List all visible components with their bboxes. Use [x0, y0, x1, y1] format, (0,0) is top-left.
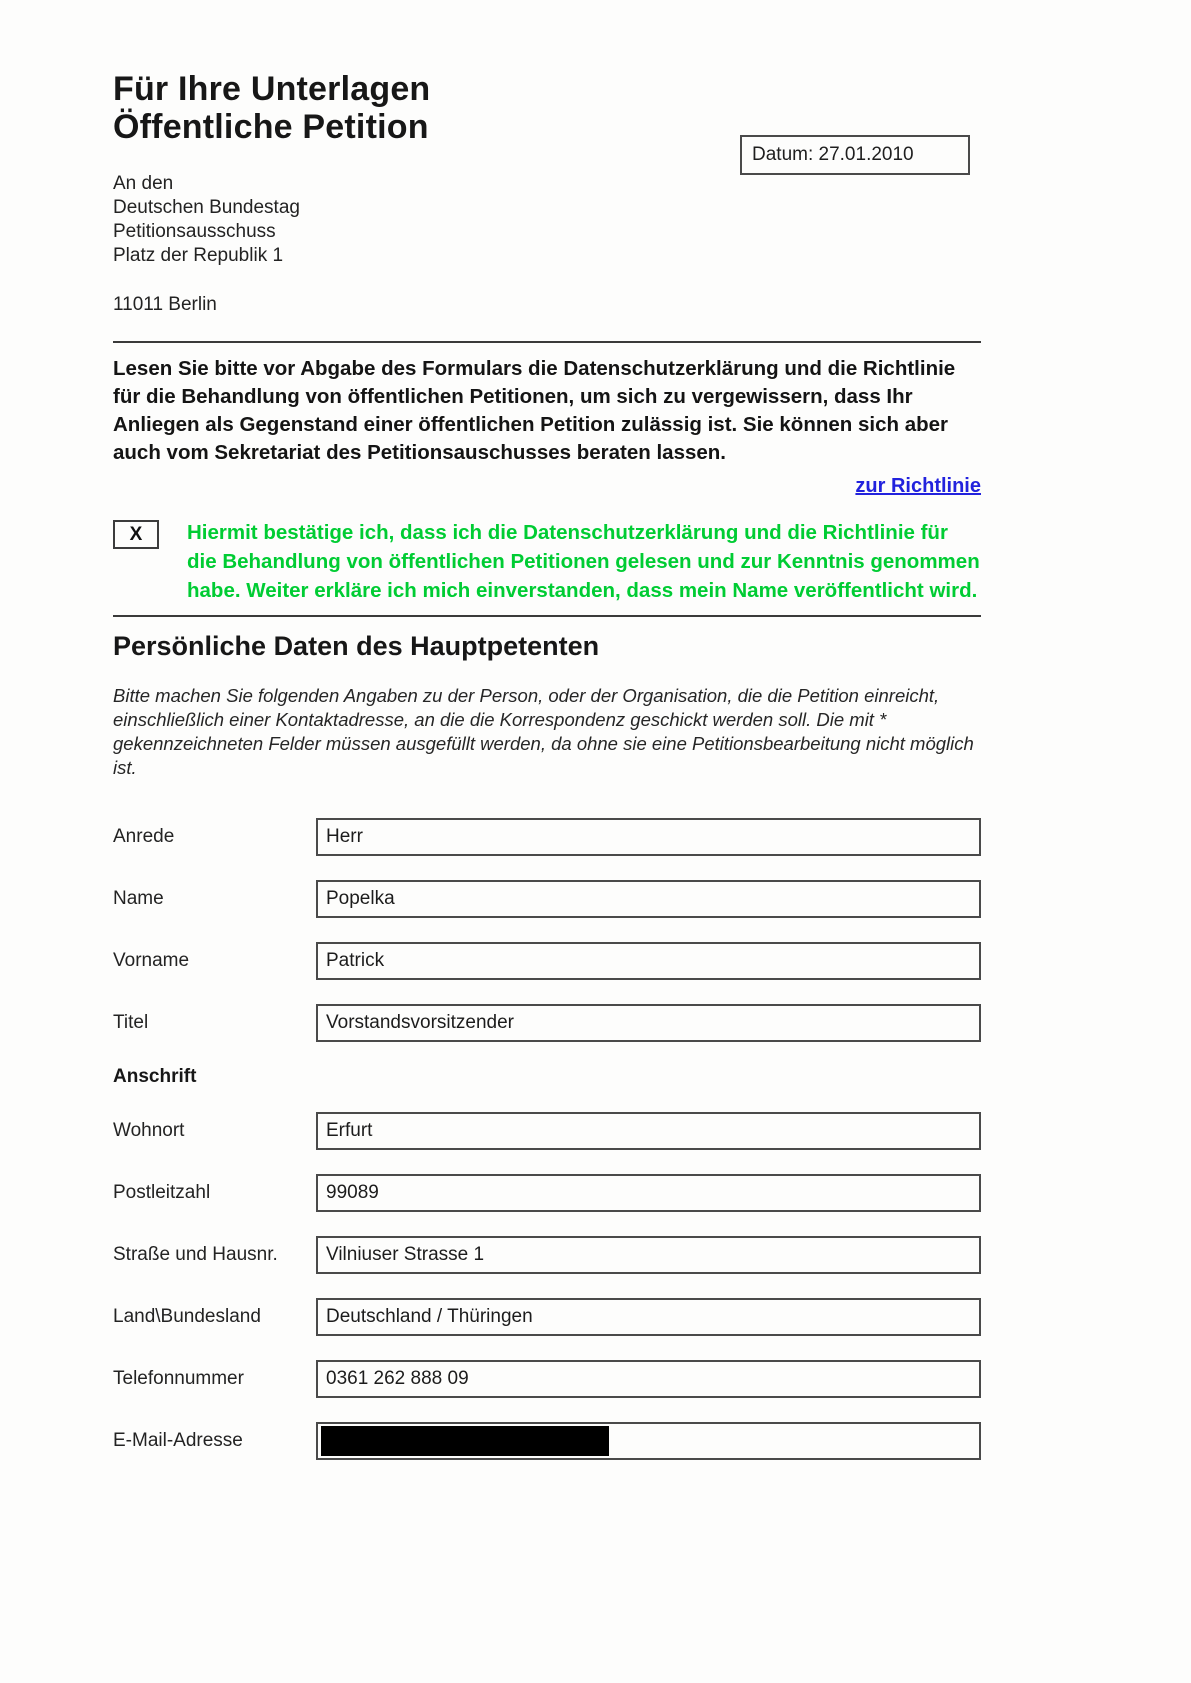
page-title-line1: Für Ihre Unterlagen — [113, 70, 431, 108]
field-value: Vilniuser Strasse 1 — [326, 1244, 485, 1266]
recipient-line: Platz der Republik 1 — [113, 245, 284, 267]
consent-checkbox-mark: X — [129, 523, 143, 545]
recipient-city: 11011 Berlin — [113, 294, 217, 316]
land-input[interactable] — [316, 1298, 981, 1336]
field-row-telefonnummer — [113, 1360, 981, 1398]
field-row-name — [113, 880, 981, 918]
recipient-line: Deutschen Bundestag — [113, 197, 300, 219]
consent-row — [113, 518, 981, 605]
consent-statement: Hiermit bestätige ich, dass ich die Datenschutzerklärung und die Richtlinie für die Behandlung von öffentlichen Petitionen gelesen und zur Kenntnis genommen habe. Weiter erkläre ich mich einverstanden, dass mein Name veröffentlicht wird. — [187, 521, 980, 603]
consent-checkbox[interactable] — [113, 520, 159, 549]
field-label: Titel — [113, 1012, 149, 1034]
divider — [113, 341, 981, 343]
email-input[interactable] — [316, 1422, 981, 1460]
field-row-postleitzahl — [113, 1174, 981, 1212]
field-value: Popelka — [326, 888, 395, 910]
field-label: Postleitzahl — [113, 1182, 211, 1204]
field-row-land — [113, 1298, 981, 1336]
strasse-input[interactable] — [316, 1236, 981, 1274]
field-value: Patrick — [326, 950, 385, 972]
telefonnummer-input[interactable] — [316, 1360, 981, 1398]
link-row — [113, 475, 981, 498]
field-row-titel — [113, 1004, 981, 1042]
privacy-notice-text: Lesen Sie bitte vor Abgabe des Formulars die Datenschutzerklärung und die Richtlinie für die Behandlung von öffentlichen Petitionen, um sich zu vergewissern, dass Ihr Anliegen als Gegenstand einer öffentlichen Petition zulässig ist. Sie können sich aber auch vom Sekretariat des Petitionsauschusses beraten lassen. — [113, 357, 956, 465]
field-row-wohnort — [113, 1112, 981, 1150]
field-row-vorname — [113, 942, 981, 980]
richtlinie-link[interactable]: zur Richtlinie — [855, 475, 981, 498]
redaction-bar — [321, 1426, 609, 1456]
postleitzahl-input[interactable] — [316, 1174, 981, 1212]
petitioner-form — [113, 818, 981, 1460]
date-label: Datum: 27.01.2010 — [752, 144, 914, 165]
recipient-line: Petitionsausschuss — [113, 221, 276, 243]
section-heading: Persönliche Daten des Hauptpetenten — [113, 631, 600, 662]
field-value: Erfurt — [326, 1120, 373, 1142]
vorname-input[interactable] — [316, 942, 981, 980]
field-value: Deutschland / Thüringen — [326, 1306, 533, 1328]
field-value: Vorstandsvorsitzender — [326, 1012, 514, 1034]
anrede-input[interactable] — [316, 818, 981, 856]
recipient-address — [113, 172, 981, 268]
titel-input[interactable] — [316, 1004, 981, 1042]
field-label: Wohnort — [113, 1120, 185, 1142]
wohnort-input[interactable] — [316, 1112, 981, 1150]
field-value: 0361 262 888 09 — [326, 1368, 469, 1390]
field-label: Anrede — [113, 826, 175, 848]
field-label: Telefonnummer — [113, 1368, 244, 1390]
field-label: Vorname — [113, 950, 190, 972]
recipient-line: An den — [113, 173, 174, 195]
field-label: Straße und Hausnr. — [113, 1244, 278, 1266]
field-row-email — [113, 1422, 981, 1460]
anschrift-group-label: Anschrift — [113, 1066, 197, 1088]
field-value: Herr — [326, 826, 363, 848]
section-intro: Bitte machen Sie folgenden Angaben zu der Person, oder der Organisation, die die Petition einreicht, einschließlich einer Kontaktadresse, an die die Korrespondenz geschickt werden soll. Die mit * gekennzeichneten Felder müssen ausgefüllt werden, da ohne sie eine Petitionsbearbeitung nicht möglich ist. — [113, 685, 974, 779]
page-title-line2: Öffentliche Petition — [113, 108, 429, 147]
field-label: E-Mail-Adresse — [113, 1430, 243, 1452]
field-label: Land\Bundesland — [113, 1306, 261, 1328]
field-row-strasse — [113, 1236, 981, 1274]
field-label: Name — [113, 888, 164, 910]
date-box — [740, 135, 970, 175]
name-input[interactable] — [316, 880, 981, 918]
field-row-anrede — [113, 818, 981, 856]
divider — [113, 615, 981, 617]
field-value: 99089 — [326, 1182, 379, 1204]
